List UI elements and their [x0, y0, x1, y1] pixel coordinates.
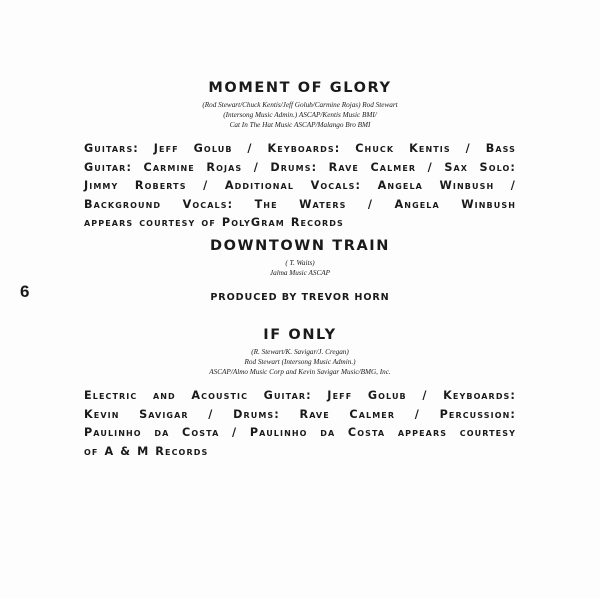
credit-line: Rod Stewart (Intersong Music Admin.)	[244, 358, 356, 366]
credit-line: Cat In The Hat Music ASCAP/Malango Bro BMI	[229, 121, 371, 129]
credit-line: (R. Stewart/K. Savigar/J. Cregan)	[251, 348, 349, 356]
personnel-line: Background Vocals: The Waters / Angela Winbush	[84, 197, 516, 211]
song-title: DOWNTOWN TRAIN	[209, 238, 391, 254]
personnel-line: Jimmy Roberts / Additional Vocals: Angela Winbush /	[84, 179, 516, 192]
credit-line: (Intersong Music Admin.) ASCAP/Kentis Music BMI/	[223, 111, 377, 119]
song-downtown-train	[84, 237, 516, 303]
personnel-line: Kevin Savigar / Drums: Rave Calmer / Percussion:	[84, 407, 516, 421]
personnel-line: appears courtesy of PolyGram Records	[84, 216, 344, 229]
personnel-line: Guitar: Carmine Rojas / Drums: Rave Calmer / Sax Solo:	[84, 160, 516, 174]
personnel-line: Guitars: Jeff Golub / Keyboards: Chuck Kentis / Bass	[84, 142, 516, 155]
personnel-list	[84, 387, 516, 461]
songwriting-credits	[84, 258, 516, 278]
page-number: 6	[20, 282, 30, 301]
personnel-line: of A & M Records	[84, 444, 209, 458]
credit-line: ASCAP/Almo Music Corp and Kevin Savigar Music/BMG, Inc.	[209, 368, 391, 376]
personnel-line: Electric and Acoustic Guitar: Jeff Golub / Keyboards:	[84, 389, 516, 402]
producer-credit: PRODUCED BY TREVOR HORN	[210, 292, 390, 303]
personnel-list	[84, 140, 516, 233]
credit-line: (Rod Stewart/Chuck Kentis/Jeff Golub/Carmine Rojas) Rod Stewart	[202, 101, 398, 109]
credit-line: ( T. Waits)	[285, 259, 315, 267]
song-title: IF ONLY	[263, 327, 337, 343]
song-moment-of-glory	[84, 79, 516, 233]
personnel-line: Paulinho da Costa / Paulinho da Costa appears courtesy	[84, 426, 516, 439]
song-title: MOMENT OF GLORY	[208, 80, 392, 96]
songwriting-credits	[84, 347, 516, 377]
songwriting-credits	[84, 100, 516, 130]
song-if-only	[84, 326, 516, 461]
credit-line: Jalma Music ASCAP	[269, 269, 331, 277]
